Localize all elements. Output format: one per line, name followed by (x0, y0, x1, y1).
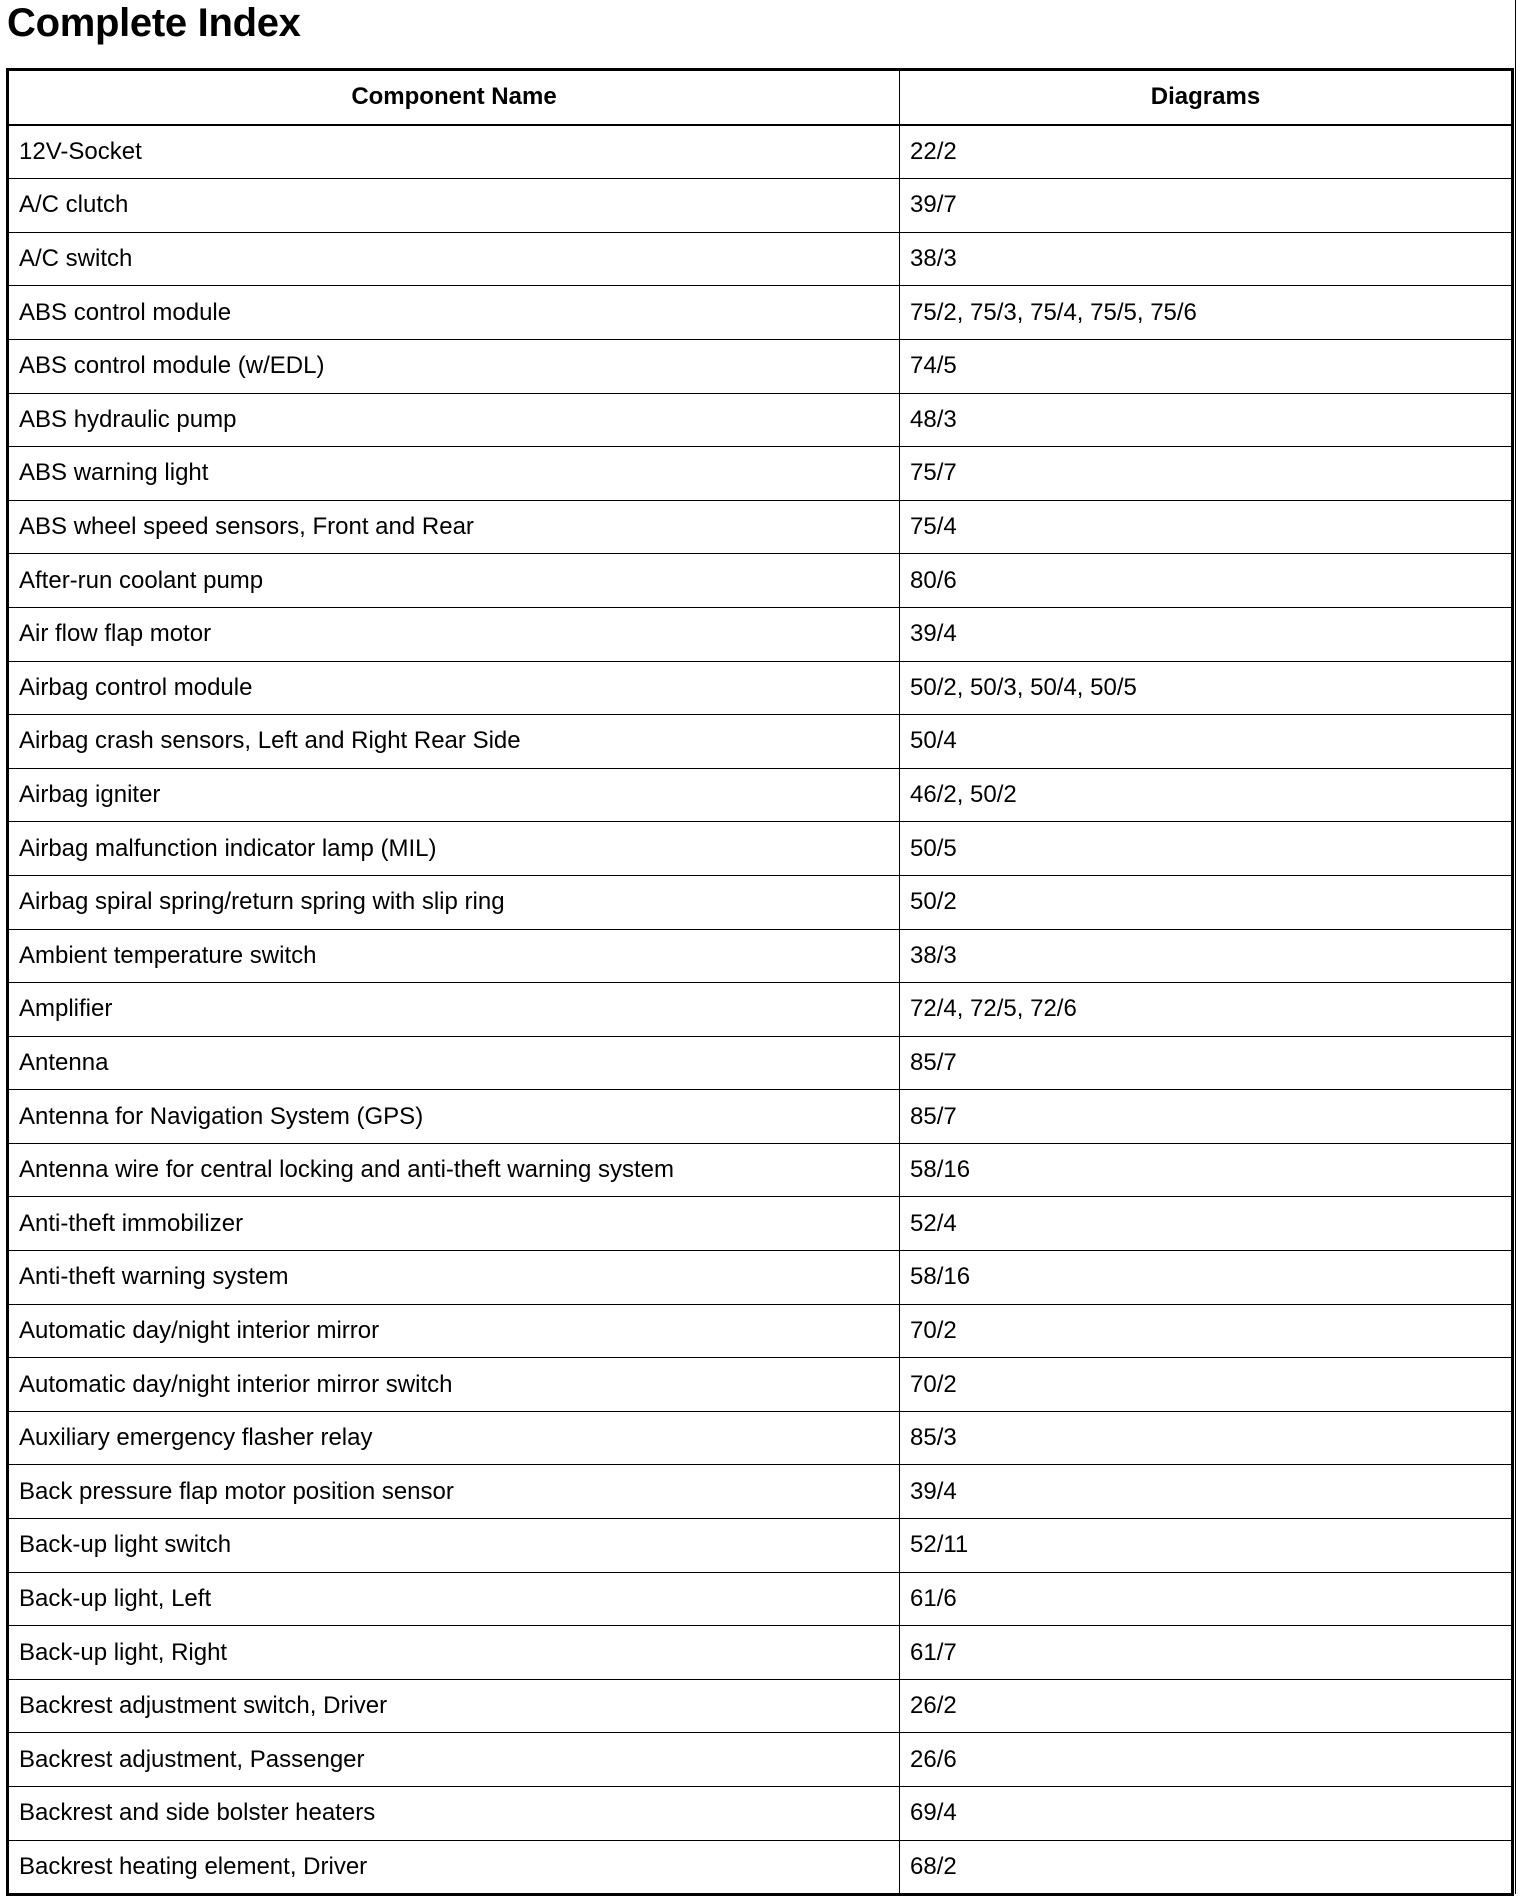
table-row (8, 1197, 1513, 1251)
table-row (8, 875, 1513, 929)
diagrams-cell: 50/5 (900, 822, 1513, 876)
table-row (8, 339, 1513, 393)
diagrams-cell: 26/2 (900, 1679, 1513, 1733)
table-row (8, 929, 1513, 983)
component-name-cell: Anti-theft immobilizer (8, 1197, 900, 1251)
component-name-cell: Air flow flap motor (8, 607, 900, 661)
page-right-border (1515, 0, 1516, 1894)
component-name-cell: Airbag spiral spring/return spring with slip ring (8, 875, 900, 929)
component-name-cell: Antenna wire for central locking and anti-theft warning system (8, 1143, 900, 1197)
component-name-cell: Backrest heating element, Driver (8, 1840, 900, 1895)
table-row (8, 661, 1513, 715)
component-name-cell: Backrest adjustment switch, Driver (8, 1679, 900, 1733)
diagrams-cell: 85/7 (900, 1090, 1513, 1144)
table-row (8, 607, 1513, 661)
component-name-cell: Antenna (8, 1036, 900, 1090)
diagrams-cell: 61/6 (900, 1572, 1513, 1626)
table-row (8, 1143, 1513, 1197)
component-name-cell: Automatic day/night interior mirror (8, 1304, 900, 1358)
diagrams-cell: 46/2, 50/2 (900, 768, 1513, 822)
diagrams-cell: 75/7 (900, 447, 1513, 501)
table-row (8, 768, 1513, 822)
table-row (8, 1787, 1513, 1841)
component-name-cell: ABS control module (w/EDL) (8, 339, 900, 393)
diagrams-cell: 39/7 (900, 179, 1513, 233)
component-name-cell: Airbag malfunction indicator lamp (MIL) (8, 822, 900, 876)
table-row (8, 1304, 1513, 1358)
component-name-cell: After-run coolant pump (8, 554, 900, 608)
header-row (8, 70, 1513, 125)
diagrams-cell: 72/4, 72/5, 72/6 (900, 983, 1513, 1037)
component-name-cell: Airbag igniter (8, 768, 900, 822)
table-row (8, 554, 1513, 608)
page-title: Complete Index (7, 1, 301, 45)
table-row (8, 983, 1513, 1037)
table-row (8, 1465, 1513, 1519)
diagrams-cell: 85/7 (900, 1036, 1513, 1090)
table-row (8, 286, 1513, 340)
diagrams-cell: 58/16 (900, 1251, 1513, 1305)
component-name-cell: Anti-theft warning system (8, 1251, 900, 1305)
table-row (8, 1358, 1513, 1412)
diagrams-cell: 70/2 (900, 1304, 1513, 1358)
diagrams-cell: 50/2 (900, 875, 1513, 929)
diagrams-cell: 26/6 (900, 1733, 1513, 1787)
component-name-cell: 12V-Socket (8, 125, 900, 179)
component-name-cell: Backrest adjustment, Passenger (8, 1733, 900, 1787)
component-name-cell: ABS wheel speed sensors, Front and Rear (8, 500, 900, 554)
diagrams-cell: 52/11 (900, 1519, 1513, 1573)
component-name-cell: A/C switch (8, 232, 900, 286)
table-row (8, 1572, 1513, 1626)
component-name-cell: Back-up light, Right (8, 1626, 900, 1680)
component-name-cell: Airbag control module (8, 661, 900, 715)
component-name-cell: Auxiliary emergency flasher relay (8, 1411, 900, 1465)
diagrams-cell: 50/4 (900, 715, 1513, 769)
table-row (8, 500, 1513, 554)
diagrams-cell: 39/4 (900, 607, 1513, 661)
diagrams-cell: 22/2 (900, 125, 1513, 179)
component-name-cell: Amplifier (8, 983, 900, 1037)
column-header-diagrams: Diagrams (900, 70, 1513, 125)
diagrams-cell: 48/3 (900, 393, 1513, 447)
table-row (8, 1251, 1513, 1305)
diagrams-cell: 68/2 (900, 1840, 1513, 1895)
component-name-cell: ABS warning light (8, 447, 900, 501)
diagrams-cell: 70/2 (900, 1358, 1513, 1412)
diagrams-cell: 52/4 (900, 1197, 1513, 1251)
diagrams-cell: 75/4 (900, 500, 1513, 554)
diagrams-cell: 61/7 (900, 1626, 1513, 1680)
table-row (8, 1733, 1513, 1787)
component-name-cell: Automatic day/night interior mirror switch (8, 1358, 900, 1412)
table-row (8, 393, 1513, 447)
table-row (8, 715, 1513, 769)
component-name-cell: Antenna for Navigation System (GPS) (8, 1090, 900, 1144)
component-name-cell: Back-up light, Left (8, 1572, 900, 1626)
table-row (8, 1679, 1513, 1733)
table-row (8, 447, 1513, 501)
component-name-cell: Ambient temperature switch (8, 929, 900, 983)
component-name-cell: Back-up light switch (8, 1519, 900, 1573)
table-row (8, 1036, 1513, 1090)
diagrams-cell: 74/5 (900, 339, 1513, 393)
diagrams-cell: 85/3 (900, 1411, 1513, 1465)
table-body (8, 125, 1513, 1895)
diagrams-cell: 50/2, 50/3, 50/4, 50/5 (900, 661, 1513, 715)
table-row (8, 1519, 1513, 1573)
table-row (8, 125, 1513, 179)
table-row (8, 822, 1513, 876)
component-name-cell: Back pressure flap motor position sensor (8, 1465, 900, 1519)
table-row (8, 1626, 1513, 1680)
diagrams-cell: 38/3 (900, 929, 1513, 983)
table-row (8, 1411, 1513, 1465)
table-row (8, 1840, 1513, 1895)
diagrams-cell: 38/3 (900, 232, 1513, 286)
diagrams-cell: 69/4 (900, 1787, 1513, 1841)
component-name-cell: A/C clutch (8, 179, 900, 233)
component-name-cell: Backrest and side bolster heaters (8, 1787, 900, 1841)
component-index-table (6, 68, 1514, 1896)
diagrams-cell: 80/6 (900, 554, 1513, 608)
table-row (8, 179, 1513, 233)
diagrams-cell: 75/2, 75/3, 75/4, 75/5, 75/6 (900, 286, 1513, 340)
component-name-cell: Airbag crash sensors, Left and Right Rear Side (8, 715, 900, 769)
diagrams-cell: 39/4 (900, 1465, 1513, 1519)
component-name-cell: ABS hydraulic pump (8, 393, 900, 447)
table-row (8, 1090, 1513, 1144)
component-name-cell: ABS control module (8, 286, 900, 340)
column-header-component-name: Component Name (8, 70, 900, 125)
table-row (8, 232, 1513, 286)
diagrams-cell: 58/16 (900, 1143, 1513, 1197)
